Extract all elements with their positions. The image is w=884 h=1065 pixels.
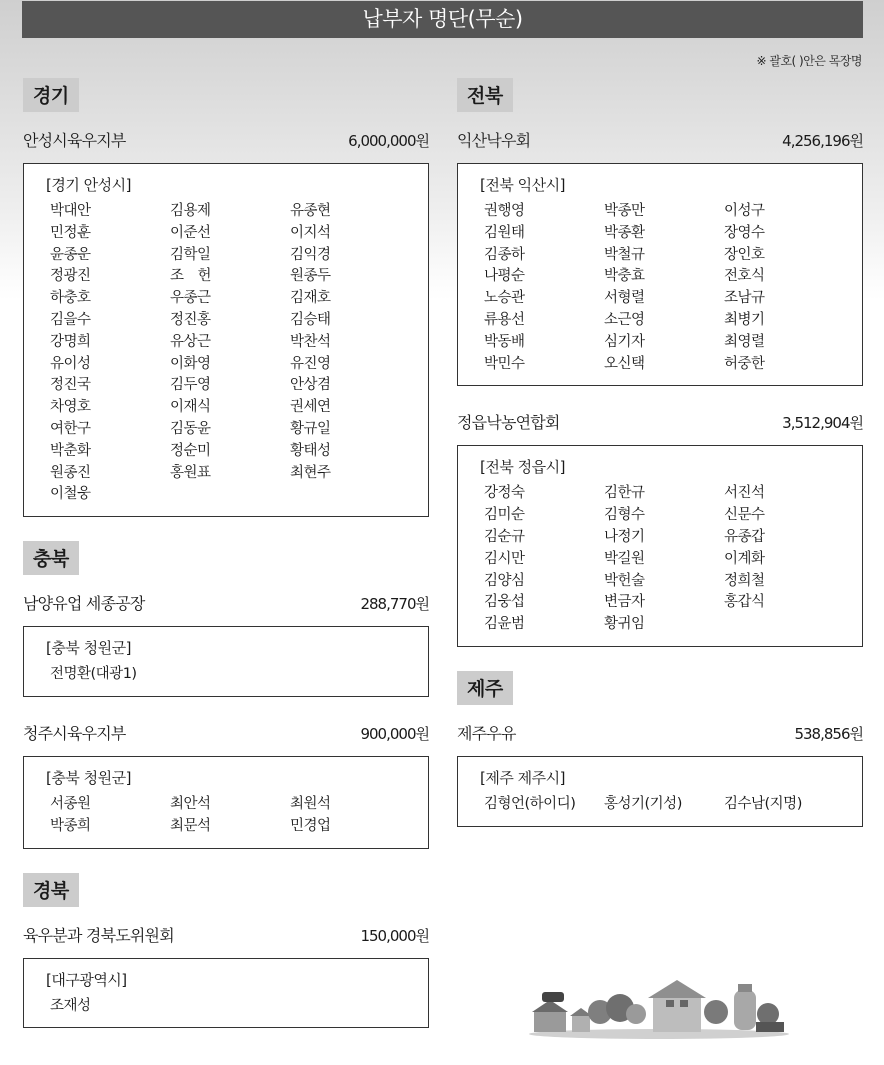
donor-name: 전명환(대광1)	[50, 666, 137, 683]
donor-list-box	[23, 958, 429, 1029]
region-label: 전북	[457, 78, 513, 112]
donor-list-box	[457, 445, 863, 647]
donor-name: 강정숙	[484, 485, 525, 502]
donor-name: 김형언(하이디)	[484, 795, 576, 812]
donor-name: 박종환	[604, 224, 645, 241]
donor-name: 민정훈	[50, 224, 91, 241]
donor-list-box	[23, 626, 429, 697]
donor-name: 원종두	[290, 268, 331, 285]
org-header	[457, 721, 863, 744]
org-name: 청주시육우지부	[23, 723, 126, 743]
donor-name: 박헌술	[604, 572, 645, 589]
donor-name: 박충효	[604, 268, 645, 285]
donation-amount: 150,000원	[360, 926, 429, 945]
right-column	[457, 78, 863, 827]
donor-name-grid	[24, 664, 428, 686]
box-location-title: [제주 제주시]	[480, 768, 565, 787]
donor-name: 김순규	[484, 528, 525, 545]
donor-name: 박철규	[604, 246, 645, 263]
donor-name: 김미순	[484, 507, 525, 524]
donor-name: 오신택	[604, 355, 645, 372]
donor-name: 최병기	[724, 311, 765, 328]
donor-name: 김형수	[604, 507, 645, 524]
region-label: 제주	[457, 671, 513, 705]
donor-name: 황태성	[290, 442, 331, 459]
donor-name: 정순미	[170, 442, 211, 459]
org-header	[23, 591, 429, 614]
donor-name: 김윤범	[484, 616, 525, 633]
org-header	[23, 128, 429, 151]
donor-name: 김두영	[170, 377, 211, 394]
org-name: 육우분과 경북도위원회	[23, 925, 174, 945]
donor-name: 이재식	[170, 399, 211, 416]
donor-name: 원종진	[50, 464, 91, 481]
donor-name: 김익경	[290, 246, 331, 263]
donor-name: 강명희	[50, 333, 91, 350]
donor-name: 김원태	[484, 224, 525, 241]
donor-name: 정진국	[50, 377, 91, 394]
donor-name: 김용제	[170, 203, 211, 219]
donor-list-box	[457, 756, 863, 827]
box-location-title: [전북 익산시]	[480, 176, 565, 194]
donor-name: 윤종운	[50, 246, 91, 263]
org-name: 정읍낙농연합회	[457, 413, 560, 433]
donor-name: 박길원	[604, 550, 645, 567]
donor-name: 김수남(지명)	[724, 795, 802, 812]
donor-name: 김학일	[170, 246, 211, 263]
donor-name: 조재성	[50, 997, 91, 1014]
donor-name: 나평순	[484, 268, 525, 285]
org-name: 안성시육우지부	[23, 131, 126, 150]
donor-name: 조남규	[724, 290, 765, 307]
section-spacer	[457, 386, 863, 410]
donor-name: 최문석	[170, 817, 211, 834]
region-label: 경기	[23, 78, 79, 112]
donor-name: 권세연	[290, 399, 331, 416]
org-header	[23, 923, 429, 946]
donor-name: 민경업	[290, 817, 331, 834]
section-spacer	[23, 697, 429, 721]
donor-name: 이성구	[724, 203, 765, 219]
donor-list-box	[23, 163, 429, 517]
donation-amount: 288,770원	[360, 595, 429, 614]
note-text: ※ 괄호( )안은 목장명	[756, 54, 862, 68]
donor-name: 이준선	[170, 224, 211, 241]
donor-name: 박춘화	[50, 442, 91, 459]
donor-name: 심기자	[604, 333, 645, 350]
donor-name: 정희철	[724, 572, 765, 589]
donor-name: 장인호	[724, 246, 765, 263]
donor-name: 나정기	[604, 528, 645, 545]
donor-name: 박대안	[50, 203, 91, 219]
donor-name: 장영수	[724, 224, 765, 241]
donor-name: 이화영	[170, 355, 211, 372]
donor-name-grid	[24, 996, 428, 1018]
donor-name: 유상근	[170, 333, 211, 350]
donor-name: 최영렬	[724, 333, 765, 350]
donor-name: 하충호	[50, 290, 91, 307]
donor-name-grid	[24, 794, 428, 838]
donor-name: 황규일	[290, 420, 331, 437]
donor-name-grid	[24, 201, 428, 506]
donor-name: 김양심	[484, 572, 525, 589]
donor-name: 차영호	[50, 399, 91, 416]
donor-name-grid	[458, 794, 862, 816]
donor-name: 노승관	[484, 290, 525, 307]
donor-name: 박종만	[604, 203, 645, 219]
section-spacer	[23, 517, 429, 541]
donor-name: 황귀임	[604, 616, 645, 633]
donor-name: 김승태	[290, 311, 331, 328]
region-label: 충북	[23, 541, 79, 575]
farm-illustration	[528, 972, 790, 1040]
box-location-title: [경기 안성시]	[46, 176, 131, 194]
donor-name: 정광진	[50, 268, 91, 285]
donor-name: 홍갑식	[724, 594, 765, 611]
donor-name: 조 헌	[170, 268, 212, 285]
donor-name: 안상겸	[290, 377, 331, 394]
donor-name: 박종희	[50, 817, 91, 834]
donor-name-grid	[458, 483, 862, 636]
org-name: 익산낙우회	[457, 131, 531, 150]
donor-name: 최현주	[290, 464, 331, 481]
donor-name: 유진영	[290, 355, 331, 372]
org-name: 남양유업 세종공장	[23, 594, 145, 614]
section-spacer	[457, 647, 863, 671]
donor-name: 최원석	[290, 795, 331, 812]
donation-amount: 538,856원	[794, 724, 863, 743]
donor-name: 유이성	[50, 355, 91, 372]
donation-amount: 3,512,904원	[782, 414, 863, 433]
donor-name: 유종갑	[724, 528, 765, 545]
donor-name: 서종원	[50, 795, 91, 812]
donor-name: 유종현	[290, 203, 331, 219]
donor-name: 권행영	[484, 203, 525, 219]
org-header	[457, 410, 863, 433]
box-location-title: [충북 청원군]	[46, 639, 131, 658]
donor-name: 여한구	[50, 420, 91, 437]
donor-name: 김웅섭	[484, 594, 525, 611]
section-spacer	[23, 849, 429, 873]
donor-name: 김재호	[290, 290, 331, 307]
region-label: 경북	[23, 873, 79, 907]
donor-name: 서진석	[724, 485, 765, 502]
donor-name: 김동윤	[170, 420, 211, 437]
donor-name: 전호식	[724, 268, 765, 285]
donor-name: 신문수	[724, 507, 765, 524]
left-column	[23, 78, 429, 1028]
donor-list-box	[457, 163, 863, 386]
donor-name: 최안석	[170, 795, 211, 812]
donor-name: 우종근	[170, 290, 211, 307]
box-location-title: [전북 정읍시]	[480, 458, 565, 477]
box-location-title: [충북 청원군]	[46, 768, 131, 787]
donor-list-box	[23, 756, 429, 849]
donor-name: 정진홍	[170, 311, 211, 328]
donor-name: 이계화	[724, 550, 765, 567]
donor-name: 박동배	[484, 333, 525, 350]
donor-name: 김종하	[484, 246, 525, 263]
donation-amount: 6,000,000원	[348, 132, 429, 150]
donation-amount: 900,000원	[360, 724, 429, 743]
donor-name: 김을수	[50, 311, 91, 328]
donor-name: 류용선	[484, 311, 525, 328]
donor-name: 허중한	[724, 355, 765, 372]
org-name: 제주우유	[457, 723, 516, 743]
donor-name: 김한규	[604, 485, 645, 502]
org-header	[457, 128, 863, 151]
donor-name: 이지석	[290, 224, 331, 241]
donor-name: 홍원표	[170, 464, 211, 481]
box-location-title: [대구광역시]	[46, 970, 127, 989]
page-title: 납부자 명단(무순)	[22, 1, 863, 38]
donor-name: 서형렬	[604, 290, 645, 307]
donation-amount: 4,256,196원	[782, 132, 863, 150]
donor-name: 박찬석	[290, 333, 331, 350]
donor-name: 김시만	[484, 550, 525, 567]
donor-name: 박민수	[484, 355, 525, 372]
org-header	[23, 721, 429, 744]
donor-name: 변금자	[604, 594, 645, 611]
donor-name-grid	[458, 201, 862, 375]
donor-name: 소근영	[604, 311, 645, 328]
donor-name: 이철웅	[50, 486, 91, 503]
donor-name: 홍성기(기성)	[604, 795, 682, 812]
